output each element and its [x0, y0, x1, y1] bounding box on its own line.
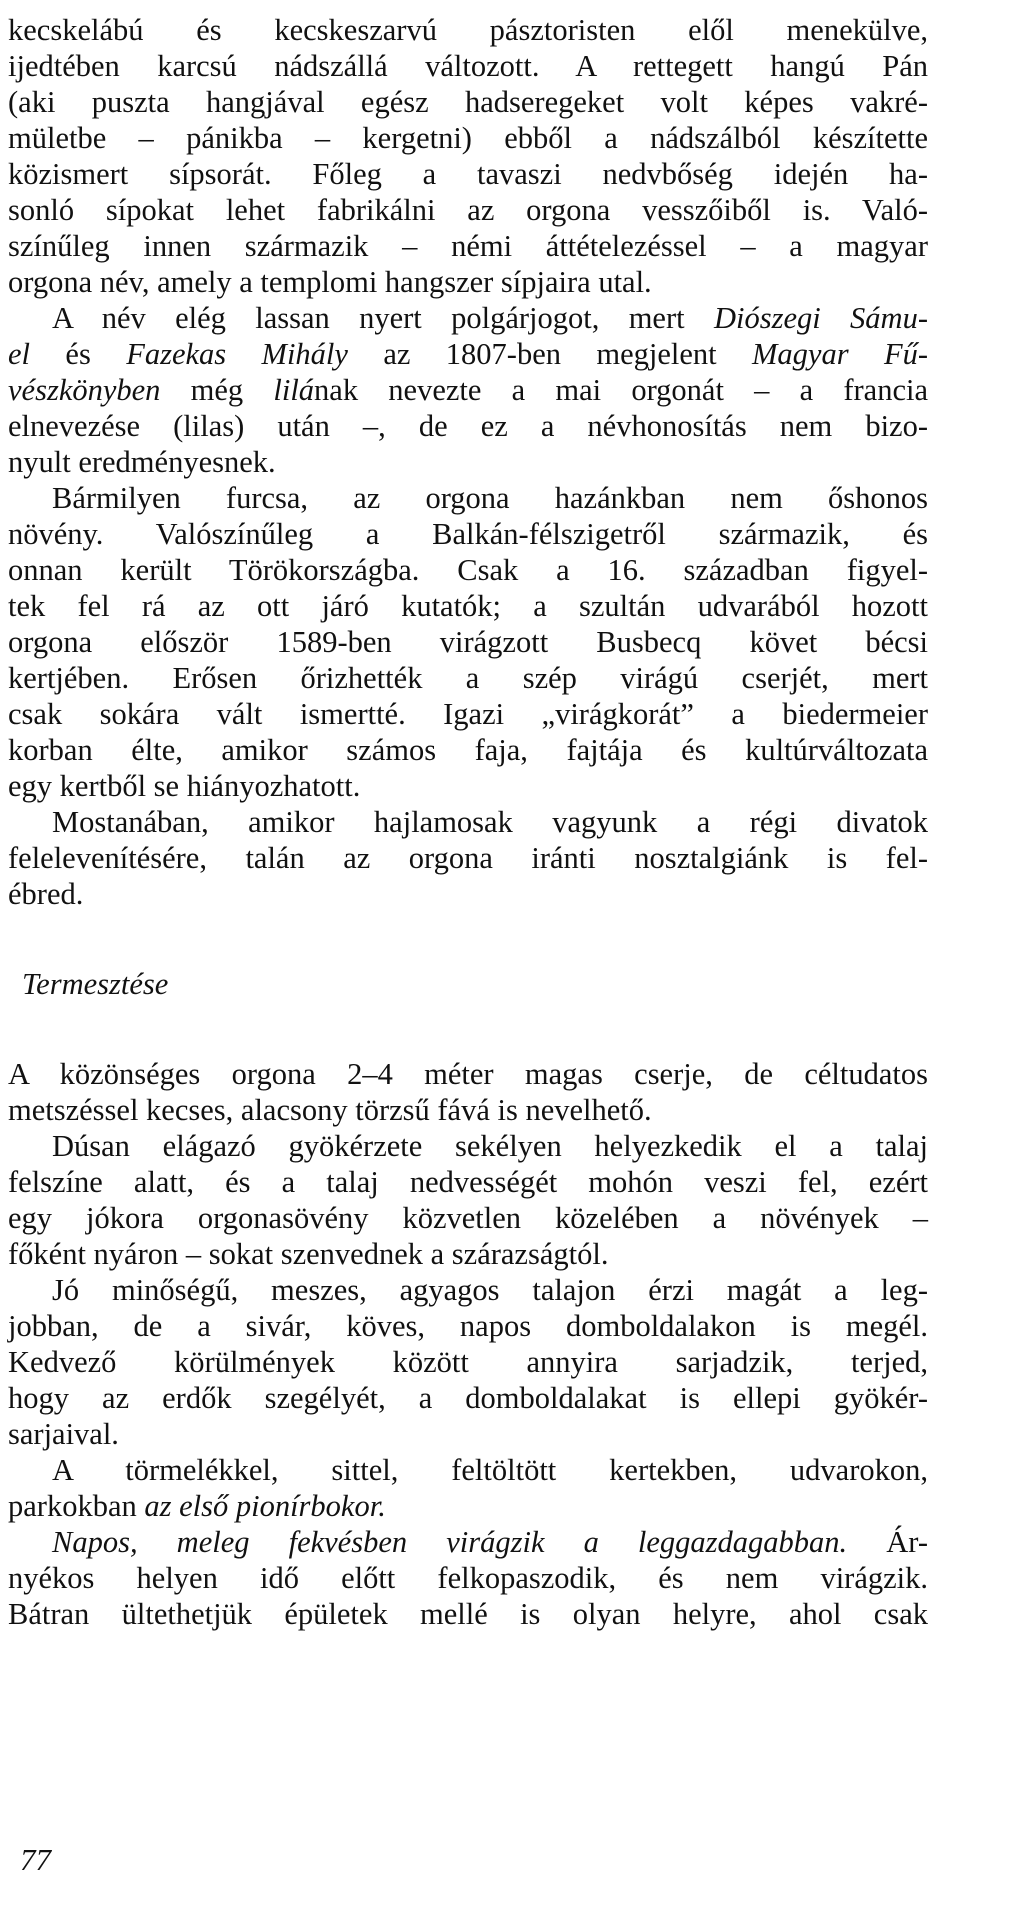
- text-run: és: [30, 337, 127, 371]
- text-line: jobban, de a sivár, köves, napos domboldalakon is megél.: [8, 1309, 928, 1343]
- text-line: orgona először 1589-ben virágzott Busbecq követ bécsi: [8, 625, 928, 659]
- text-line: nyult eredményesnek.: [8, 445, 276, 479]
- author-name: Fazekas Mihály: [126, 337, 348, 371]
- text-line: főként nyáron – sokat szenvednek a szárazságtól.: [8, 1237, 609, 1271]
- text-line: elnevezése (lilas) után –, de ez a névhonosítás nem bizo-: [8, 409, 928, 443]
- text-line: Bármilyen furcsa, az orgona hazánkban nem őshonos: [52, 481, 928, 515]
- author-name: el: [8, 337, 31, 371]
- text-line: közismert sípsorát. Főleg a tavaszi nedvbőség idején ha-: [8, 157, 928, 191]
- text-line: egy kertből se hiányozhatott.: [8, 769, 361, 803]
- text-line: egy jókora orgonasövény közvetlen közelében a növények –: [8, 1201, 928, 1235]
- text-line: színűleg innen származik – némi áttételezéssel – a magyar: [8, 229, 928, 263]
- text-line: kecskelábú és kecskeszarvú pásztoristen elől menekülve,: [8, 13, 928, 47]
- text-line: [8, 336, 928, 372]
- text-line: [8, 1524, 928, 1560]
- page-number: 77: [20, 1842, 51, 1877]
- text-line: felszíne alatt, és a talaj nedvességét mohón veszi fel, ezért: [8, 1165, 928, 1199]
- text-run: Ár-: [847, 1525, 928, 1559]
- text-line: mületbe – pánikba – kergetni) ebből a nádszálból készítette: [8, 121, 928, 155]
- text-line: hogy az erdők szegélyét, a domboldalakat is ellepi gyökér-: [8, 1381, 928, 1415]
- text-line: [8, 372, 928, 408]
- text-line: Bátran ültethetjük épületek mellé is olyan helyre, ahol csak: [8, 1597, 928, 1631]
- author-name: Diószegi Sámu-: [713, 301, 928, 335]
- text-line: ébred.: [8, 877, 84, 911]
- text-line: kertjében. Erősen őrizhették a szép virágú cserjét, mert: [8, 661, 928, 695]
- text-line: csak sokára vált ismertté. Igazi „virágkorát” a biedermeier: [8, 697, 928, 731]
- text-line: orgona név, amely a templomi hangszer sípjaira utal.: [8, 265, 652, 299]
- text-line: Dúsan elágazó gyökérzete sekélyen helyezkedik el a talaj: [52, 1129, 928, 1163]
- text-line: Kedvező körülmények között annyira sarjadzik, terjed,: [8, 1345, 928, 1379]
- book-title: Magyar Fű-: [752, 337, 929, 371]
- text-line: [8, 1488, 928, 1524]
- book-title: vészkönyben: [8, 373, 161, 407]
- text-line: sonló sípokat lehet fabrikálni az orgona vesszőiből is. Való-: [8, 193, 928, 227]
- text-run: nak nevezte a mai orgonát – a francia: [314, 373, 928, 407]
- text-line: onnan került Törökországba. Csak a 16. században figyel-: [8, 553, 928, 587]
- text-run: az 1807-ben megjelent: [347, 337, 753, 371]
- text-line: [8, 300, 928, 336]
- text-line: nyékos helyen idő előtt felkopaszodik, és nem virágzik.: [8, 1561, 928, 1595]
- text-run: még: [160, 373, 274, 407]
- section-heading: Termesztése: [22, 967, 169, 1001]
- text-line: Jó minőségű, meszes, agyagos talajon érzi magát a leg-: [52, 1273, 928, 1307]
- text-line: tek fel rá az ott járó kutatók; a szultán udvarából hozott: [8, 589, 928, 623]
- emphasis: Napos, meleg fekvésben virágzik a leggazdagabban.: [52, 1525, 848, 1559]
- text-line: korban élte, amikor számos faja, fajtája és kultúrváltozata: [8, 733, 928, 767]
- text-run: A név elég lassan nyert polgárjogot, mert: [52, 301, 714, 335]
- text-line: sarjaival.: [8, 1417, 119, 1451]
- emphasis: az első pionírbokor.: [144, 1489, 386, 1523]
- text-line: ijedtében karcsú nádszállá változott. A rettegett hangú Pán: [8, 49, 928, 83]
- text-run: parkokban: [8, 1489, 145, 1523]
- text-line: (aki puszta hangjával egész hadseregeket volt képes vakré-: [8, 85, 928, 119]
- text-line: Mostanában, amikor hajlamosak vagyunk a régi divatok: [52, 805, 928, 839]
- text-line: A törmelékkel, sittel, feltöltött kertekben, udvarokon,: [52, 1453, 928, 1487]
- text-line: növény. Valószínűleg a Balkán-félszigetről származik, és: [8, 517, 928, 551]
- text-line: felelevenítésére, talán az orgona iránti nosztalgiánk is fel-: [8, 841, 928, 875]
- text-line: A közönséges orgona 2–4 méter magas cserje, de céltudatos: [8, 1057, 928, 1091]
- plant-name: lilá: [273, 373, 315, 407]
- text-line: metszéssel kecses, alacsony törzsű fává is nevelhető.: [8, 1093, 652, 1127]
